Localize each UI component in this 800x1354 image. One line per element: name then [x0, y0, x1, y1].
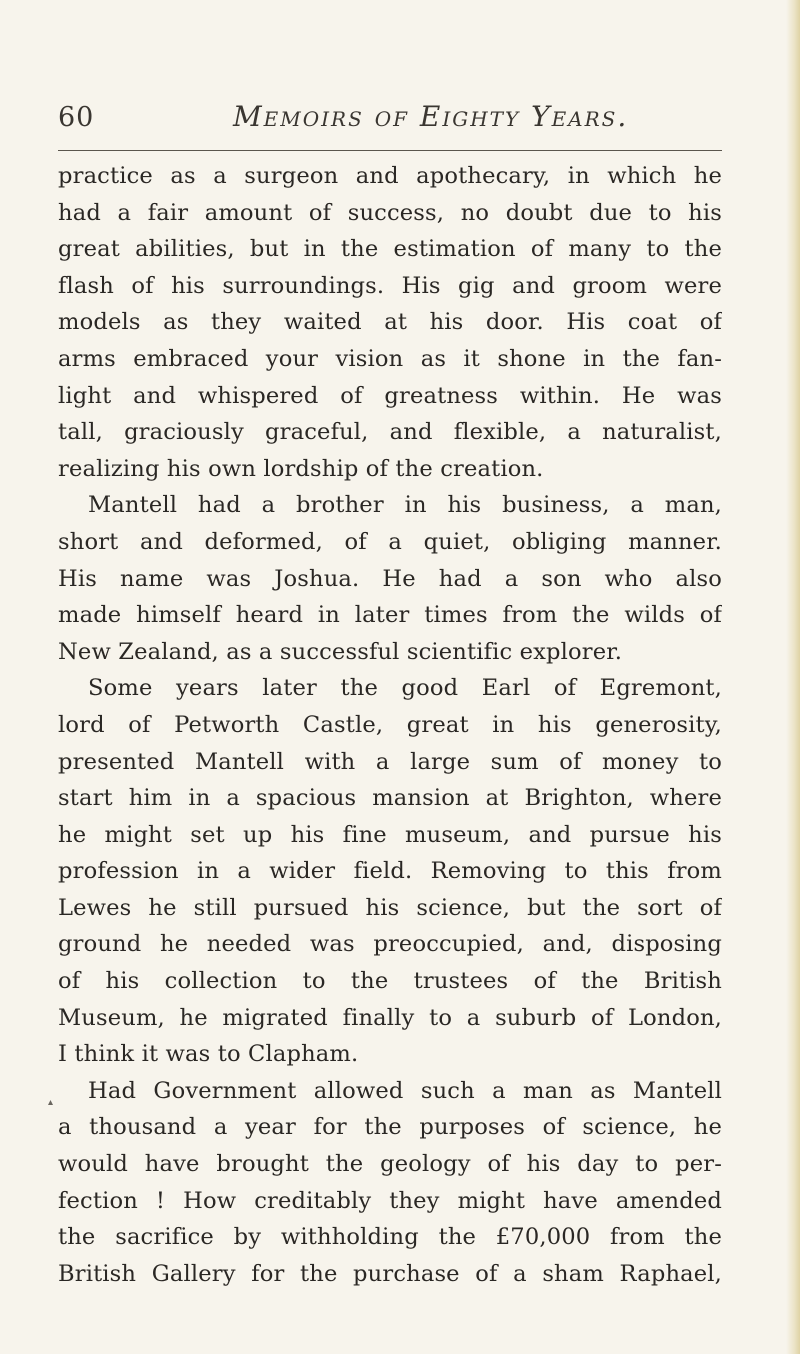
print-speck	[48, 1100, 53, 1105]
text-line: short and deformed, of a quiet, obliging manner.	[58, 528, 722, 555]
header-rule	[58, 150, 722, 151]
page-edge	[786, 0, 800, 1354]
text-line: would have brought the geology of his day to per-	[58, 1151, 722, 1178]
text-line: His name was Joshua. He had a son who also	[58, 565, 722, 592]
text-line: tall, graciously graceful, and flexible, a naturalist,	[58, 419, 722, 446]
text-line: realizing his own lordship of the creation.	[58, 455, 544, 482]
body-text	[58, 158, 722, 1292]
text-line: he might set up his fine museum, and pursue his	[58, 821, 722, 848]
text-line: made himself heard in later times from the wilds of	[58, 602, 722, 629]
page-number: 60	[58, 102, 95, 133]
text-line: New Zealand, as a successful scientific explorer.	[58, 638, 623, 665]
text-line: ground he needed was preoccupied, and, disposing	[58, 931, 722, 958]
text-line: lord of Petworth Castle, great in his generosity,	[58, 711, 722, 738]
text-line: of his collection to the trustees of the British	[58, 968, 722, 995]
text-line: Some years later the good Earl of Egremont,	[88, 675, 722, 702]
text-line: flash of his surroundings. His gig and groom were	[58, 272, 722, 299]
text-line: profession in a wider field. Removing to this from	[58, 858, 722, 885]
text-line: great abilities, but in the estimation of many to the	[58, 236, 722, 263]
text-line: start him in a spacious mansion at Brighton, where	[58, 785, 722, 812]
text-line: Mantell had a brother in his business, a man,	[88, 492, 722, 519]
text-line: light and whispered of greatness within. He was	[58, 382, 722, 409]
text-line: presented Mantell with a large sum of money to	[58, 748, 722, 775]
text-line: models as they waited at his door. His coat of	[58, 309, 722, 336]
running-header	[58, 94, 722, 140]
text-line: Lewes he still pursued his science, but the sort of	[58, 894, 722, 921]
text-line: fection ! How creditably they might have amended	[58, 1187, 722, 1214]
text-line: had a fair amount of success, no doubt due to his	[58, 199, 722, 226]
text-line: Had Government allowed such a man as Mantell	[88, 1077, 722, 1104]
text-line: arms embraced your vision as it shone in the fan-	[58, 345, 722, 372]
running-title: Memoirs of Eighty Years.	[233, 100, 629, 133]
text-line: Museum, he migrated finally to a suburb of London,	[58, 1004, 722, 1031]
text-line: the sacrifice by withholding the £70,000 from the	[58, 1224, 722, 1251]
text-line: I think it was to Clapham.	[58, 1041, 359, 1068]
text-line: practice as a surgeon and apothecary, in which he	[58, 163, 722, 189]
text-line: British Gallery for the purchase of a sham Raphael,	[58, 1260, 722, 1287]
text-line: a thousand a year for the purposes of science, he	[58, 1114, 722, 1141]
